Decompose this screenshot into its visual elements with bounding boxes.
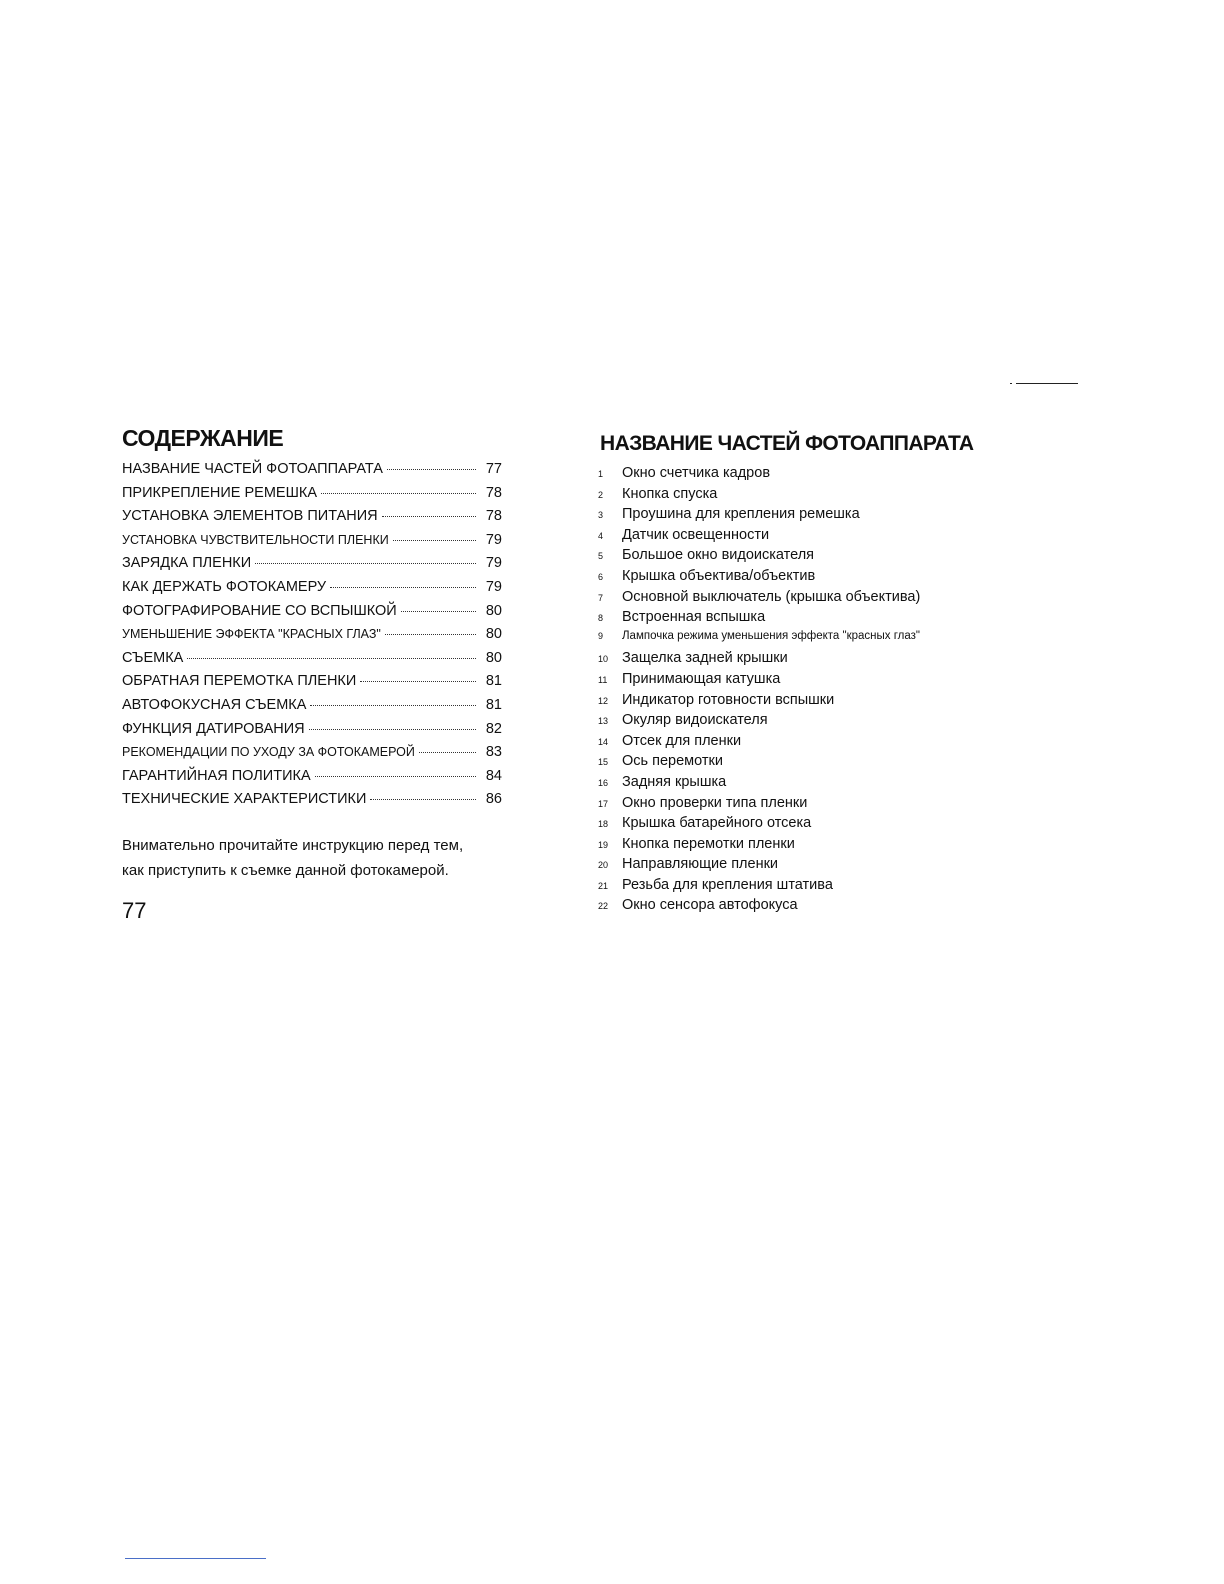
toc-entry-title: ГАРАНТИЙНАЯ ПОЛИТИКА [122, 767, 311, 784]
part-item [596, 547, 1036, 568]
toc-entry[interactable] [122, 579, 502, 603]
parts-list [596, 465, 1036, 918]
part-number: 2 [598, 489, 604, 500]
part-number: 18 [598, 819, 609, 830]
part-number: 20 [598, 860, 609, 871]
footer-rule [125, 1558, 266, 1559]
dot-leader [393, 540, 476, 541]
toc-entry[interactable] [122, 697, 502, 721]
toc-entry-page: 83 [485, 744, 502, 761]
part-number: 5 [598, 551, 604, 562]
toc-entry-title: РЕКОМЕНДАЦИИ ПО УХОДУ ЗА ФОТОКАМЕРОЙ [122, 745, 415, 760]
part-label: Защелка задней крышки [622, 650, 788, 667]
part-label: Отсек для пленки [622, 732, 742, 749]
part-item [596, 506, 1036, 527]
part-label: Окно счетчика кадров [622, 465, 771, 481]
part-label: Большое окно видоискателя [622, 547, 815, 564]
part-number: 14 [598, 736, 609, 747]
toc-entry[interactable] [122, 791, 502, 815]
part-item [596, 774, 1036, 795]
part-label: Кнопка перемотки пленки [622, 835, 795, 852]
toc-entry-title: ЗАРЯДКА ПЛЕНКИ [122, 555, 252, 572]
part-label: Окуляр видоискателя [622, 712, 768, 729]
part-item [596, 486, 1036, 507]
contents-section [122, 425, 502, 924]
part-number: 7 [598, 592, 604, 603]
toc-entry[interactable] [122, 721, 502, 745]
part-item [596, 609, 1036, 630]
part-item [596, 836, 1036, 857]
part-number: 22 [598, 901, 609, 912]
toc-entry-page: 79 [485, 531, 502, 548]
part-number: 11 [598, 674, 608, 685]
dot-leader [330, 587, 476, 588]
toc-entry-page: 81 [485, 696, 502, 713]
contents-title: СОДЕРЖАНИЕ [122, 425, 284, 451]
dot-leader [321, 493, 476, 494]
part-item [596, 856, 1036, 877]
toc-entry-page: 81 [485, 673, 502, 690]
dot-leader [255, 563, 476, 564]
part-item [596, 465, 1036, 486]
parts-section [596, 432, 1036, 918]
toc-entry[interactable] [122, 555, 502, 579]
part-label: Проушина для крепления ремешка [622, 506, 860, 523]
part-label: Направляющие пленки [622, 856, 779, 873]
toc-entry-page: 80 [485, 602, 502, 619]
toc-entry-page: 78 [485, 484, 502, 501]
part-label: Кнопка спуска [622, 485, 718, 502]
dot-leader [315, 776, 476, 777]
toc-entry-title: ПРИКРЕПЛЕНИЕ РЕМЕШКА [122, 484, 318, 501]
dot-leader [370, 799, 476, 800]
part-number: 16 [598, 777, 609, 788]
part-item [596, 877, 1036, 898]
dot-leader [382, 516, 476, 517]
part-number: 10 [598, 654, 609, 665]
part-item [596, 589, 1036, 610]
toc-entry[interactable] [122, 508, 502, 532]
part-item [596, 692, 1036, 713]
toc-entry-page: 79 [485, 555, 502, 572]
toc-entry-page: 84 [485, 767, 502, 784]
dot-leader [401, 611, 476, 612]
part-number: 9 [598, 630, 604, 641]
toc-entry[interactable] [122, 650, 502, 674]
part-label: Окно сенсора автофокуса [622, 897, 798, 914]
part-label: Лампочка режима уменьшения эффекта "красных глаз" [622, 629, 921, 642]
part-number: 8 [598, 613, 604, 624]
part-item [596, 897, 1036, 918]
toc-entry[interactable] [122, 461, 502, 485]
part-number: 6 [598, 571, 604, 582]
part-label: Ось перемотки [622, 753, 723, 770]
toc-entry-title: УСТАНОВКА ЭЛЕМЕНТОВ ПИТАНИЯ [122, 508, 378, 525]
toc-entry-title: ТЕХНИЧЕСКИЕ ХАРАКТЕРИСТИКИ [122, 791, 367, 808]
part-number: 13 [598, 716, 609, 727]
toc-entry-page: 82 [485, 720, 502, 737]
part-number: 19 [598, 839, 609, 850]
toc-entry-title: КАК ДЕРЖАТЬ ФОТОКАМЕРУ [122, 578, 327, 595]
part-label: Резьба для крепления штатива [622, 876, 833, 893]
part-item [596, 733, 1036, 754]
read-instructions-note: Внимательно прочитайте инструкцию перед тем, как приступить к съемке данной фотокамерой. [122, 836, 464, 879]
parts-title: НАЗВАНИЕ ЧАСТЕЙ ФОТОАППАРАТА [600, 432, 974, 455]
part-label: Окно проверки типа пленки [622, 794, 808, 811]
toc-entry-page: 79 [485, 578, 502, 595]
part-label: Задняя крышка [622, 773, 727, 790]
part-label: Встроенная вспышка [622, 609, 766, 626]
part-number: 17 [598, 798, 609, 809]
part-number: 3 [598, 510, 604, 521]
part-number: 1 [598, 469, 604, 479]
part-number: 4 [598, 530, 604, 541]
toc-entry-page: 86 [485, 791, 502, 808]
dot-leader [309, 729, 476, 730]
toc-entry[interactable] [122, 768, 502, 792]
part-number: 12 [598, 695, 609, 706]
toc-entry-title: АВТОФОКУСНАЯ СЪЕМКА [122, 696, 307, 713]
toc-entry-page: 80 [485, 649, 502, 666]
part-number: 15 [598, 757, 609, 768]
toc-entry-title: УМЕНЬШЕНИЕ ЭФФЕКТА "КРАСНЫХ ГЛАЗ" [122, 627, 381, 642]
part-item [596, 795, 1036, 816]
dot-leader [360, 681, 476, 682]
contents-list [122, 461, 502, 815]
part-item [596, 527, 1036, 548]
toc-entry[interactable] [122, 744, 502, 768]
part-number: 21 [598, 880, 609, 891]
scan-mark-line [1016, 383, 1078, 384]
part-item [596, 712, 1036, 733]
toc-entry[interactable] [122, 673, 502, 697]
dot-leader [387, 469, 476, 470]
toc-entry-title: ФУНКЦИЯ ДАТИРОВАНИЯ [122, 720, 305, 737]
toc-entry-title: СЪЕМКА [122, 649, 184, 666]
toc-entry-title: НАЗВАНИЕ ЧАСТЕЙ ФОТОАППАРАТА [122, 461, 383, 477]
toc-entry[interactable] [122, 626, 502, 650]
dot-leader [419, 752, 476, 753]
toc-entry-page: 77 [485, 461, 502, 477]
toc-entry[interactable] [122, 532, 502, 556]
part-label: Основной выключатель (крышка объектива) [622, 588, 921, 605]
part-item [596, 753, 1036, 774]
part-label: Принимающая катушка [622, 670, 781, 687]
toc-entry-page: 78 [485, 508, 502, 525]
toc-entry[interactable] [122, 485, 502, 509]
part-item [596, 671, 1036, 692]
dot-leader [187, 658, 476, 659]
toc-entry-title: ФОТОГРАФИРОВАНИЕ СО ВСПЫШКОЙ [122, 602, 397, 619]
part-item [596, 650, 1036, 671]
dot-leader [385, 634, 476, 635]
part-label: Датчик освещенности [622, 526, 770, 543]
toc-entry-title: УСТАНОВКА ЧУВСТВИТЕЛЬНОСТИ ПЛЕНКИ [122, 532, 389, 547]
part-item [596, 630, 1036, 651]
page-number: 77 [122, 897, 147, 923]
toc-entry-title: ОБРАТНАЯ ПЕРЕМОТКА ПЛЕНКИ [122, 673, 357, 690]
part-label: Крышка батарейного отсека [622, 815, 812, 832]
toc-entry-page: 80 [485, 626, 502, 643]
part-label: Индикатор готовности вспышки [622, 691, 835, 708]
part-label: Крышка объектива/объектив [622, 567, 816, 584]
dot-leader [310, 705, 476, 706]
part-item [596, 568, 1036, 589]
part-item [596, 815, 1036, 836]
scan-mark [1010, 383, 1012, 384]
toc-entry[interactable] [122, 603, 502, 627]
